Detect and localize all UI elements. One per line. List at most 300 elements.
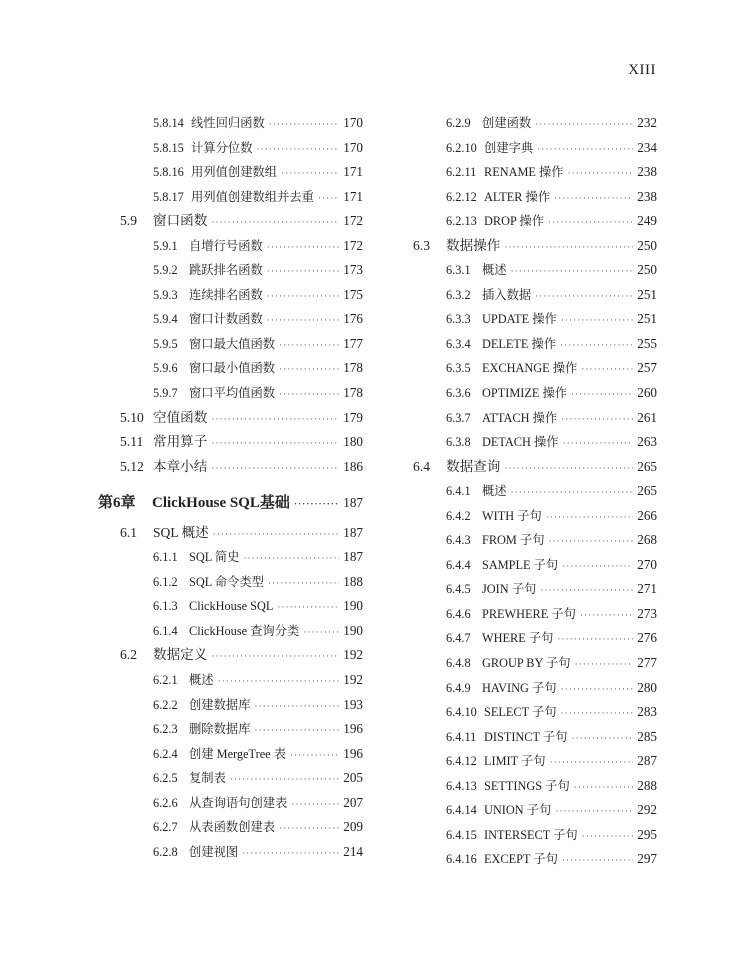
toc-entry-title: 跳跃排名函数 [189, 263, 263, 278]
dot-leader [571, 726, 633, 751]
dot-leader [563, 431, 634, 456]
toc-entry-sec[interactable] [120, 643, 363, 668]
toc-entry-number: 5.10 [120, 409, 144, 425]
toc-entry-number: 6.2.3 [153, 722, 178, 737]
toc-entry-number: 5.9.1 [153, 238, 178, 253]
toc-entry-page: 214 [343, 843, 363, 859]
toc-entry-page: 295 [637, 826, 657, 842]
toc-entry-title: 从表函数创建表 [189, 820, 276, 835]
toc-entry-sub[interactable] [120, 307, 363, 332]
toc-entry-sub[interactable] [120, 111, 363, 136]
toc-entry-number: 6.4.2 [446, 508, 471, 523]
toc-entry-number: 6.4.1 [446, 484, 471, 499]
toc-entry-sec[interactable] [120, 209, 363, 234]
toc-entry-sub[interactable] [120, 766, 363, 791]
dot-leader [281, 161, 339, 186]
toc-entry-page: 187 [343, 495, 363, 511]
toc-entry-sub[interactable] [120, 570, 363, 595]
dot-leader [504, 235, 633, 260]
toc-right-column [413, 111, 657, 872]
toc-entry-sec[interactable] [413, 234, 657, 259]
toc-entry-title: 创建 MergeTree 表 [189, 746, 287, 761]
toc-entry-title: 数据定义 [153, 647, 208, 663]
toc-entry-sec[interactable] [120, 521, 363, 546]
dot-leader [213, 522, 339, 547]
toc-entry-title: EXCEPT 子句 [484, 852, 558, 867]
toc-entry-title: 窗口平均值函数 [189, 386, 276, 401]
toc-entry-sub[interactable] [120, 742, 363, 767]
toc-entry-number: 6.2.4 [153, 746, 178, 761]
toc-entry-number: 6.1.3 [153, 599, 178, 614]
dot-leader [211, 456, 339, 481]
toc-entry-number: 5.8.17 [153, 189, 184, 204]
toc-entry-page: 196 [343, 745, 363, 761]
toc-entry-number: 6.4.4 [446, 557, 471, 572]
dot-leader [550, 750, 634, 775]
dot-leader [257, 137, 340, 162]
toc-entry-sub[interactable] [120, 160, 363, 185]
dot-leader [535, 112, 633, 137]
toc-entry-page: 173 [343, 262, 363, 278]
toc-entry-page: 170 [343, 115, 363, 130]
toc-entry-title: 窗口最大值函数 [189, 336, 276, 351]
toc-entry-page: 250 [637, 262, 657, 278]
toc-entry-sub[interactable] [120, 693, 363, 718]
toc-entry-sub[interactable] [413, 307, 657, 332]
dot-leader [582, 824, 634, 849]
toc-entry-page: 187 [343, 549, 363, 565]
dot-leader [557, 627, 633, 652]
toc-entry-page: 276 [637, 630, 657, 646]
toc-entry-number: 5.9.6 [153, 361, 178, 376]
dot-leader [575, 652, 634, 677]
toc-entry-title: 用列值创建数组并去重 [191, 189, 314, 204]
toc-entry-sub[interactable] [120, 594, 363, 619]
dot-leader [568, 161, 634, 186]
toc-entry-title: ATTACH 操作 [482, 410, 558, 425]
toc-entry-page: 270 [637, 556, 657, 572]
toc-entry-sub[interactable] [120, 332, 363, 357]
toc-entry-number: 5.12 [120, 458, 144, 474]
dot-leader [291, 792, 339, 817]
toc-entry-sub[interactable] [413, 676, 657, 701]
toc-entry-sub[interactable] [413, 798, 657, 823]
toc-entry-sub[interactable] [413, 430, 657, 455]
toc-entry-title: 复制表 [189, 771, 226, 786]
toc-entry-page: 172 [343, 213, 363, 229]
toc-entry-page: 209 [343, 819, 363, 835]
toc-entry-page: 171 [343, 164, 363, 180]
toc-entry-page: 196 [343, 721, 363, 737]
toc-entry-page: 180 [343, 434, 363, 450]
toc-entry-sub[interactable] [120, 381, 363, 406]
toc-entry-sub[interactable] [120, 840, 363, 865]
toc-entry-title: 自增行号函数 [189, 238, 263, 253]
toc-entry-number: 5.8.16 [153, 165, 184, 180]
toc-entry-sub[interactable] [120, 791, 363, 816]
toc-entry-title: 本章小结 [153, 458, 208, 474]
toc-entry-page: 265 [637, 458, 657, 474]
toc-entry-page: 170 [343, 139, 363, 155]
toc-entry-title: 空值函数 [153, 409, 208, 425]
dot-leader [562, 554, 633, 579]
toc-entry-title: 概述 [189, 673, 214, 688]
toc-entry-sub[interactable] [413, 258, 657, 283]
toc-entry-sec[interactable] [413, 455, 657, 480]
toc-entry-page: 251 [637, 311, 657, 327]
toc-entry-title: 窗口计数函数 [189, 312, 263, 327]
toc-entry-title: SELECT 子句 [484, 705, 557, 720]
dot-leader [537, 137, 633, 162]
toc-entry-sub[interactable] [413, 332, 657, 357]
toc-entry-page: 192 [343, 672, 363, 688]
toc-entry-title: SQL 简史 [189, 550, 240, 565]
toc-entry-title: 计算分位数 [191, 140, 253, 155]
dot-leader [279, 816, 339, 841]
toc-entry-sub[interactable] [413, 381, 657, 406]
toc-entry-title: 数据查询 [446, 458, 501, 474]
toc-entry-number: 6.4.10 [446, 705, 477, 720]
toc-entry-sub[interactable] [120, 815, 363, 840]
toc-entry-number: 6.3.2 [446, 287, 471, 302]
toc-entry-sub[interactable] [120, 234, 363, 259]
toc-entry-page: 273 [637, 605, 657, 621]
toc-entry-title: ClickHouse 查询分类 [189, 623, 300, 638]
toc-entry-number: 5.9.3 [153, 287, 178, 302]
dot-leader [294, 492, 339, 517]
dot-leader [546, 505, 633, 530]
toc-entry-number: 6.4 [413, 458, 430, 474]
dot-leader [548, 210, 633, 235]
toc-entry-sub[interactable] [413, 725, 657, 750]
toc-entry-sub[interactable] [413, 700, 657, 725]
toc-entry-page: 277 [637, 655, 657, 671]
dot-leader [561, 407, 633, 432]
dot-leader [560, 333, 633, 358]
dot-leader [303, 620, 339, 645]
toc-entry-number: 5.9.4 [153, 312, 178, 327]
toc-entry-page: 171 [343, 188, 363, 204]
toc-entry-title: HAVING 子句 [482, 680, 557, 695]
toc-entry-page: 251 [637, 286, 657, 302]
toc-entry-number: 6.2.11 [446, 165, 477, 180]
toc-entry-title: SAMPLE 子句 [482, 557, 559, 572]
toc-entry-page: 207 [343, 794, 363, 810]
dot-leader [549, 529, 634, 554]
toc-entry-number: 6.3.6 [446, 386, 471, 401]
dot-leader [581, 357, 633, 382]
toc-entry-number: 5.9 [120, 213, 137, 229]
dot-leader [535, 284, 633, 309]
toc-entry-number: 5.9.5 [153, 336, 178, 351]
toc-entry-title: WHERE 子句 [482, 631, 554, 646]
dot-leader [279, 382, 339, 407]
toc-entry-sub[interactable] [413, 136, 657, 161]
toc-entry-title: 窗口函数 [153, 213, 208, 229]
toc-entry-page: 249 [637, 213, 657, 229]
toc-left-column [98, 111, 363, 864]
dot-leader [580, 603, 633, 628]
toc-entry-page: 287 [637, 753, 657, 769]
toc-entry-page: 265 [637, 483, 657, 499]
toc-entry-title: 创建字典 [484, 140, 534, 155]
dot-leader [267, 308, 339, 333]
toc-entry-number: 6.4.11 [446, 729, 477, 744]
toc-entry-sub[interactable] [413, 651, 657, 676]
toc-entry-sub[interactable] [413, 774, 657, 799]
toc-entry-page: 283 [637, 704, 657, 720]
toc-entry-chap[interactable] [98, 491, 363, 516]
toc-entry-title: DISTINCT 子句 [484, 729, 568, 744]
toc-entry-number: 6.2.10 [446, 140, 477, 155]
dot-leader [255, 718, 340, 743]
toc-entry-sub[interactable] [413, 528, 657, 553]
dot-leader [540, 578, 633, 603]
dot-leader [268, 571, 339, 596]
toc-entry-number: 6.3.4 [446, 336, 471, 351]
toc-entry-title: 创建数据库 [189, 697, 251, 712]
toc-entry-page: 268 [637, 532, 657, 548]
toc-entry-number: 6.3.5 [446, 361, 471, 376]
toc-entry-number: 6.2.2 [153, 697, 178, 712]
toc-entry-title: 常用算子 [153, 434, 208, 450]
toc-entry-page: 193 [343, 696, 363, 712]
toc-entry-page: 190 [343, 622, 363, 638]
dot-leader [511, 480, 634, 505]
toc-entry-sub[interactable] [413, 356, 657, 381]
toc-entry-page: 178 [343, 385, 363, 401]
dot-leader [571, 382, 633, 407]
toc-entry-sec[interactable] [120, 455, 363, 480]
dot-leader [243, 546, 339, 571]
dot-leader [211, 431, 339, 456]
toc-entry-title: OPTIMIZE 操作 [482, 386, 568, 401]
toc-entry-title: 连续排名函数 [189, 287, 263, 302]
toc-entry-page: 250 [637, 237, 657, 253]
dot-leader [230, 767, 339, 792]
dot-leader [562, 848, 633, 873]
toc-entry-sub[interactable] [413, 479, 657, 504]
toc-entry-number: 6.3.8 [446, 435, 471, 450]
toc-entry-title: ALTER 操作 [484, 189, 551, 204]
toc-entry-number: 6.4.13 [446, 778, 477, 793]
toc-entry-number: 6.2.6 [153, 795, 178, 810]
dot-leader [561, 308, 633, 333]
toc-entry-page: 271 [637, 581, 657, 597]
toc-entry-number: 6.3 [413, 237, 430, 253]
dot-leader [267, 284, 339, 309]
toc-entry-page: 255 [637, 335, 657, 351]
toc-entry-title: SETTINGS 子句 [484, 778, 570, 793]
toc-entry-title: FROM 子句 [482, 533, 545, 548]
toc-entry-sub[interactable] [413, 602, 657, 627]
toc-entry-number: 6.2.7 [153, 820, 178, 835]
toc-entry-page: 257 [637, 360, 657, 376]
dot-leader [255, 694, 340, 719]
toc-entry-page: 285 [637, 728, 657, 744]
toc-entry-page: 192 [343, 647, 363, 663]
toc-entry-sub[interactable] [120, 258, 363, 283]
dot-leader [218, 669, 340, 694]
toc-entry-page: 261 [637, 409, 657, 425]
toc-entry-number: 6.2.13 [446, 214, 477, 229]
toc-entry-page: 172 [343, 237, 363, 253]
toc-entry-title: DETACH 操作 [482, 435, 559, 450]
toc-entry-page: 263 [637, 434, 657, 450]
toc-entry-sub[interactable] [413, 504, 657, 529]
dot-leader [279, 333, 339, 358]
dot-leader [574, 775, 633, 800]
toc-entry-title: LIMIT 子句 [484, 754, 546, 769]
toc-entry-title: 创建视图 [189, 844, 239, 859]
toc-entry-number: 6.2.5 [153, 771, 178, 786]
toc-entry-page: 176 [343, 311, 363, 327]
toc-entry-number: 6.2.9 [446, 116, 471, 130]
toc-entry-title: 从查询语句创建表 [189, 795, 288, 810]
toc-entry-sub[interactable] [120, 356, 363, 381]
toc-entry-number: 6.4.6 [446, 606, 471, 621]
toc-entry-title: 概述 [482, 263, 507, 278]
toc-entry-sub[interactable] [413, 823, 657, 848]
toc-entry-sub[interactable] [413, 283, 657, 308]
toc-entry-title: 插入数据 [482, 287, 532, 302]
toc-entry-number: 6.4.12 [446, 754, 477, 769]
toc-entry-number: 6.3.3 [446, 312, 471, 327]
toc-entry-title: ClickHouse SQL [189, 599, 274, 614]
toc-entry-page: 232 [637, 115, 657, 130]
toc-entry-number: 6.1.2 [153, 574, 178, 589]
toc-entry-title: DELETE 操作 [482, 336, 557, 351]
toc-entry-sub[interactable] [120, 717, 363, 742]
toc-entry-title: JOIN 子句 [482, 582, 537, 597]
dot-leader [242, 841, 339, 866]
toc-entry-page: 238 [637, 164, 657, 180]
toc-entry-number: 5.11 [120, 434, 144, 450]
dot-leader [211, 210, 339, 235]
toc-entry-sub[interactable] [413, 185, 657, 210]
toc-entry-title: DROP 操作 [484, 214, 545, 229]
toc-entry-number: 6.1.4 [153, 623, 178, 638]
toc-entry-sub[interactable] [413, 553, 657, 578]
toc-entry-title: UNION 子句 [484, 803, 552, 818]
toc-entry-sub[interactable] [413, 209, 657, 234]
toc-entry-sub[interactable] [120, 283, 363, 308]
toc-entry-number: 6.3.1 [446, 263, 471, 278]
toc-entry-sec[interactable] [120, 406, 363, 431]
toc-entry-sub[interactable] [413, 406, 657, 431]
dot-leader [561, 677, 634, 702]
toc-entry-number: 6.3.7 [446, 410, 471, 425]
toc-entry-page: 177 [343, 335, 363, 351]
toc-entry-title: INTERSECT 子句 [484, 827, 578, 842]
dot-leader [279, 357, 339, 382]
toc-entry-page: 187 [343, 524, 363, 540]
toc-entry-page: 280 [637, 679, 657, 695]
toc-entry-sec[interactable] [120, 430, 363, 455]
toc-entry-title: GROUP BY 子句 [482, 656, 571, 671]
toc-entry-sub[interactable] [120, 136, 363, 161]
toc-entry-sub[interactable] [413, 111, 657, 136]
toc-entry-sub[interactable] [120, 619, 363, 644]
toc-entry-number: 6.4.9 [446, 680, 471, 695]
toc-entry-page: 186 [343, 458, 363, 474]
page-number: XIII [628, 62, 656, 78]
dot-leader [269, 112, 339, 137]
toc-entry-number: 5.8.14 [153, 116, 184, 130]
toc-entry-sub[interactable] [120, 185, 363, 210]
toc-entry-title: UPDATE 操作 [482, 312, 557, 327]
toc-entry-page: 260 [637, 385, 657, 401]
toc-entry-title: 线性回归函数 [191, 116, 265, 130]
dot-leader [555, 799, 633, 824]
toc-entry-title: 概述 [482, 484, 507, 499]
toc-entry-number: 6.4.14 [446, 803, 477, 818]
toc-entry-title: 删除数据库 [189, 722, 251, 737]
dot-leader [277, 595, 339, 620]
dot-leader [267, 259, 339, 284]
toc-entry-sub[interactable] [120, 668, 363, 693]
toc-entry-page: 288 [637, 777, 657, 793]
toc-entry-number: 5.8.15 [153, 140, 184, 155]
toc-entry-sub[interactable] [120, 545, 363, 570]
toc-entry-page: 175 [343, 286, 363, 302]
toc-entry-number: 第6章 [98, 495, 136, 512]
toc-entry-page: 205 [343, 770, 363, 786]
dot-leader [267, 235, 339, 260]
dot-leader [211, 407, 339, 432]
toc-entry-title: 数据操作 [446, 237, 501, 253]
toc-entry-number: 6.1.1 [153, 550, 178, 565]
toc-entry-title: SQL 命令类型 [189, 574, 265, 589]
toc-entry-title: EXCHANGE 操作 [482, 361, 578, 376]
toc-entry-title: 窗口最小值函数 [189, 361, 276, 376]
toc-entry-page: 188 [343, 573, 363, 589]
toc-entry-title: SQL 概述 [153, 524, 209, 540]
toc-entry-sub[interactable] [413, 160, 657, 185]
toc-entry-title: ClickHouse SQL基础 [152, 495, 290, 512]
toc-entry-page: 179 [343, 409, 363, 425]
toc-entry-title: 用列值创建数组 [191, 165, 278, 180]
toc-entry-sub[interactable] [413, 847, 657, 872]
toc-entry-number: 6.2.8 [153, 844, 178, 859]
toc-entry-number: 5.9.2 [153, 263, 178, 278]
toc-entry-number: 6.4.5 [446, 582, 471, 597]
toc-entry-title: WITH 子句 [482, 508, 542, 523]
toc-entry-page: 292 [637, 802, 657, 818]
toc-entry-number: 6.4.7 [446, 631, 471, 646]
dot-leader [211, 644, 339, 669]
toc-entry-page: 266 [637, 507, 657, 523]
toc-entry-number: 6.4.16 [446, 852, 477, 867]
toc-entry-number: 6.4.3 [446, 533, 471, 548]
toc-entry-number: 6.4.8 [446, 656, 471, 671]
dot-leader [290, 743, 339, 768]
toc-entry-page: 178 [343, 360, 363, 376]
toc-entry-sub[interactable] [413, 577, 657, 602]
toc-entry-page: 238 [637, 188, 657, 204]
dot-leader [318, 186, 339, 211]
toc-entry-number: 5.9.7 [153, 386, 178, 401]
dot-leader [504, 456, 633, 481]
toc-entry-sub[interactable] [413, 626, 657, 651]
toc-entry-number: 6.1 [120, 524, 137, 540]
toc-entry-number: 6.2.1 [153, 673, 178, 688]
dot-leader [554, 186, 633, 211]
toc-entry-title: 创建函数 [482, 116, 532, 130]
toc-entry-page: 234 [637, 139, 657, 155]
toc-entry-sub[interactable] [413, 749, 657, 774]
toc-entry-title: PREWHERE 子句 [482, 606, 576, 621]
